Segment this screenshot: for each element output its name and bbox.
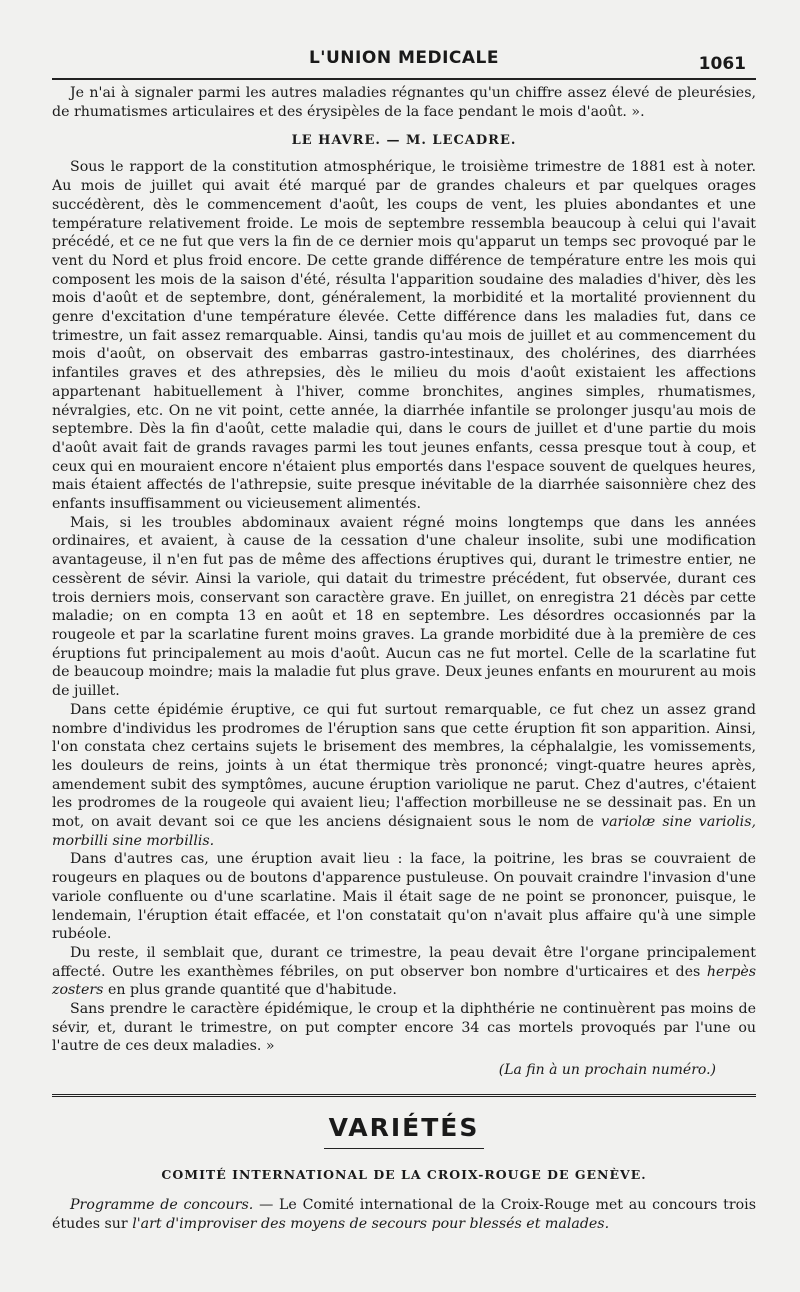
herpes-italic: herpès zosters bbox=[52, 963, 756, 999]
section-heading: LE HAVRE. — M. LECADRE. bbox=[291, 133, 517, 149]
program-text: — Le Comité international de la Croix-Rouge met au concours trois études sur bbox=[52, 1197, 756, 1232]
body-paragraph-2: Mais, si les troubles abdominaux avaient régné moins longtemps que dans les années ordinaires, et avaient, à cause de la cessation d'une chaleur insolite, subi une modification avantageuse, il n'en fut pas de même des affections éruptives qui, durant le trimestre entier, ne cessèrent de sévir. Ainsi la variole, qui datait du trimestre précédent, fut observée, durant ces trois derniers mois, conservant son caractère grave. En juillet, on enregistra 21 décès par cette maladie; on en compta 13 en août et 18 en septembre. Les désordres occasionnés par la rougeole et par la scarlatine furent moins graves. La grande morbidité due à la première de ces éruptions fut principalement au mois d'août. Aucun cas ne fut mortel. Celle de la scarlatine fut de beaucoup moindre; mais la maladie fut plus grave. Deux jeunes enfants en moururent au mois de juillet. bbox=[52, 514, 756, 700]
body-paragraph-4: Dans d'autres cas, une éruption avait lieu : la face, la poitrine, les bras se couvraient de rougeurs en plaques ou de boutons d'apparence pustuleuse. On pouvait craindre l'invasion d'une variole confluente ou d'une scarlatine. Mais il était sage de ne point se prononcer, puisque, le lendemain, l'éruption était effacée, et l'on constatait qu'on n'avait plus affaire qu'à une simple rubéole. bbox=[52, 851, 756, 943]
journal-title: L'UNION MEDICALE bbox=[308, 48, 500, 68]
latin-phrase: variolæ sine variolis, morbilli sine morbillis. bbox=[52, 814, 756, 849]
program-italic: l'art d'improviser des moyens de secours pour blessés et malades. bbox=[132, 1215, 610, 1232]
body-paragraph-3 bbox=[52, 701, 756, 851]
running-head bbox=[52, 0, 756, 74]
herpes-before: Du reste, il semblait que, durant ce trimestre, la peau devait être l'organe principalement affecté. Outre les exanthèmes fébriles, on put observer bon nombre d'urticaires et des bbox=[52, 944, 756, 980]
intro-paragraph: Je n'ai à signaler parmi les autres maladies régnantes qu'un chiffre assez élevé de pleurésies, de rhumatismes articulaires et des érysipèles de la face pendant le mois d'août. ». bbox=[52, 85, 756, 120]
varietes-rule bbox=[52, 1094, 756, 1099]
herpes-after: en plus grande quantité que d'habitude. bbox=[107, 982, 397, 999]
body-paragraph-3-text: Dans cette épidémie éruptive, ce qui fut surtout remarquable, ce fut chez un assez grand nombre d'individus les prodromes de l'éruption sans que cette éruption fit son apparition. Ainsi, l'on constata chez certains sujets le brisement des membres, la céphalalgie, les vomissements, les douleurs de reins, joints à un état thermique très prononcé; vingt-quatre heures après, amendement subit des symptômes, aucune éruption variolique ne parut. Chez d'autres, c'étaient les prodromes de la rougeole qui avaient lieu; l'affection morbilleuse ne se dessinait pas. En un mot, on avait devant soi ce que les anciens désignaient sous le nom de bbox=[52, 701, 756, 831]
body-paragraph-1: Sous le rapport de la constitution atmosphérique, le troisième trimestre de 1881 est à noter. Au mois de juillet qui avait été marqué par de grandes chaleurs et par quelques orages succédèrent, dès le commencement d'août, les coups de vent, les pluies abondantes et une température relativement froide. Le mois de septembre ressembla beaucoup à celui qui l'avait précédé, et ce ne fut que vers la fin de ce dernier mois qu'apparut un temps sec provoqué par le vent du Nord et plus froid encore. De cette grande différence de température entre les mois qui composent les mois de la saison d'été, résulta l'apparition soudaine des maladies d'hiver, dès les mois d'août et de septembre, dont, généralement, la morbidité et la mortalité proviennent du genre d'excitation d'une température élevée. Cette différence dans les maladies fut, dans ce trimestre, un fait assez remarquable. Ainsi, tandis qu'au mois de juillet et au commencement du mois d'août, on observait des embarras gastro-intestinaux, des cholérines, des diarrhées infantiles graves et des athrepsies, dès le milieu du mois d'août existaient les affections appartenant habituellement à l'hiver, comme bronchites, angines simples, rhumatismes, névralgies, etc. On ne vit point, cette année, la diarrhée infantile se prolonger jusqu'au mois de septembre. Dès la fin d'août, cette maladie qui, dans le cours de juillet et d'une partie du mois d'août avait fait de grands ravages parmi les tout jeunes enfants, cessa presque tout à coup, et ceux qui en mouraient encore n'étaient plus emportés dans l'espace souvent de quelques heures, mais étaient affectés de l'athrepsie, suite presque inévitable de la diarrhée saisonnière chez des enfants insuffisamment ou vicieusement alimentés. bbox=[52, 159, 756, 513]
header-rule bbox=[52, 78, 756, 80]
varietes-short-rule bbox=[324, 1148, 484, 1149]
page-number: 1061 bbox=[698, 54, 746, 74]
body-paragraph-6: Sans prendre le caractère épidémique, le croup et la diphthérie ne continuèrent pas moins de sévir, et, durant le trimestre, on put compter encore 34 cas mortels provoqués par l'une ou l'autre de ces deux maladies. » bbox=[52, 1001, 756, 1055]
body-paragraph-5 bbox=[52, 944, 756, 1000]
committee-heading: COMITÉ INTERNATIONAL DE LA CROIX-ROUGE DE GENÈVE. bbox=[161, 1167, 647, 1183]
program-label: Programme de concours. bbox=[70, 1197, 254, 1214]
varietes-title: VARIÉTÉS bbox=[328, 1113, 480, 1143]
continued-note: (La fin à un prochain numéro.) bbox=[498, 1062, 716, 1079]
program-paragraph bbox=[52, 1196, 756, 1233]
